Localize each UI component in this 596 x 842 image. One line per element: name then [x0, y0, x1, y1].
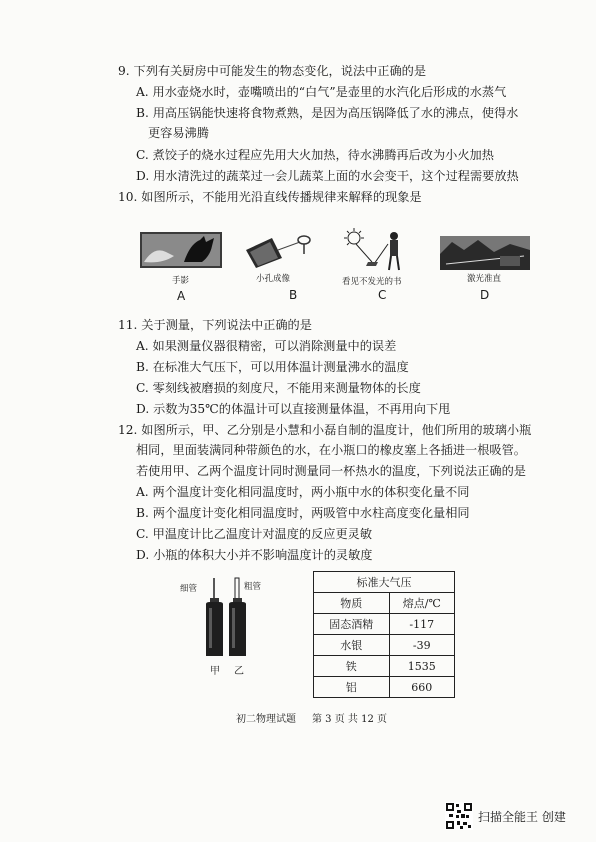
scanner-brand-text: 扫描全能王 创建: [478, 810, 566, 824]
substance-cell: 固态酒精: [314, 614, 390, 635]
q12-option-b: B. 两个温度计变化相同温度时，两吸管中水柱高度变化量相同: [136, 506, 470, 520]
figure-d-caption: 激光准直: [467, 274, 502, 284]
melting-point-table: [313, 571, 455, 698]
pinhole-imaging-image: [242, 228, 320, 268]
figure-a-letter: A: [177, 289, 186, 303]
q11-option-d: D. 示数为35℃的体温计可以直接测量体温，不再用向下甩: [136, 402, 451, 416]
q12-stem-line3: 若使用甲、乙两个温度计同时测量同一杯热水的温度，下列说法正确的是: [136, 464, 526, 478]
value-cell: 1535: [389, 656, 454, 677]
footer-subject: 初二物理试题: [236, 714, 296, 725]
value-cell: -117: [389, 614, 454, 635]
thermometer-bottles-image: [200, 576, 256, 658]
q9-option-c: C. 煮饺子的烧水过程应先用大火加热，待水沸腾再后改为小火加热: [136, 148, 494, 162]
table-row: [314, 614, 455, 635]
substance-cell: 铝: [314, 677, 390, 698]
figure-a-caption: 手影: [172, 276, 190, 286]
bottle-yi-label: 乙: [234, 666, 244, 677]
table-header-row: [314, 593, 455, 614]
substance-cell: 铁: [314, 656, 390, 677]
header-melting-point: 熔点/℃: [389, 593, 454, 614]
q11-stem: 11. 关于测量，下列说法中正确的是: [118, 318, 312, 332]
q12-stem-line2: 相同，里面装满同种带颜色的水，在小瓶口的橡皮塞上各插进一根吸管。: [136, 443, 526, 457]
thick-tube-label: 粗管: [244, 582, 262, 592]
q11-option-a: A. 如果测量仪器很精密，可以消除测量中的误差: [136, 339, 397, 353]
footer-page-number: 第 3 页 共 12 页: [312, 714, 387, 725]
q9-option-b-cont: 更容易沸腾: [148, 126, 209, 140]
thin-tube-label: 细管: [180, 584, 198, 594]
table-title: 标准大气压: [314, 572, 455, 593]
q10-stem: 10. 如图所示，不能用光沿直线传播规律来解释的现象是: [118, 190, 422, 204]
see-book-image: [340, 228, 410, 272]
q9-option-b: B. 用高压锅能快速将食物煮熟，是因为高压锅降低了水的沸点，使得水: [136, 106, 519, 120]
table-row: [314, 677, 455, 698]
figure-b-caption: 小孔成像: [256, 274, 291, 284]
figure-c-caption: 看见不发光的书: [342, 277, 402, 287]
q9-stem: 9. 下列有关厨房中可能发生的物态变化，说法中正确的是: [118, 64, 427, 78]
substance-cell: 水银: [314, 635, 390, 656]
figure-b-letter: B: [289, 288, 298, 302]
value-cell: -39: [389, 635, 454, 656]
table-row: [314, 635, 455, 656]
value-cell: 660: [389, 677, 454, 698]
figure-c-letter: C: [378, 288, 387, 302]
header-substance: 物质: [314, 593, 390, 614]
laser-alignment-image: [440, 236, 530, 270]
figure-d-letter: D: [480, 288, 490, 302]
q12-stem-line1: 12. 如图所示，甲、乙分别是小慧和小磊自制的温度计，他们所用的玻璃小瓶: [118, 423, 532, 437]
q12-option-a: A. 两个温度计变化相同温度时，两小瓶中水的体积变化量不同: [136, 485, 470, 499]
q12-option-c: C. 甲温度计比乙温度计对温度的反应更灵敏: [136, 527, 373, 541]
q9-option-d: D. 用水清洗过的蔬菜过一会儿蔬菜上面的水会变干，这个过程需要放热: [136, 169, 519, 183]
q12-option-d: D. 小瓶的体积大小并不影响温度计的灵敏度: [136, 548, 373, 562]
qr-code-icon: [445, 802, 473, 830]
bottle-jia-label: 甲: [210, 666, 220, 677]
q11-option-b: B. 在标准大气压下，可以用体温计测量沸水的温度: [136, 360, 409, 374]
table-row: [314, 656, 455, 677]
table-title-row: [314, 572, 455, 593]
q9-option-a: A. 用水壶烧水时，壶嘴喷出的“白气”是壶里的水汽化后形成的水蒸气: [136, 85, 507, 99]
hand-shadow-image: [140, 232, 222, 268]
q11-option-c: C. 零刻线被磨损的刻度尺，不能用来测量物体的长度: [136, 381, 421, 395]
